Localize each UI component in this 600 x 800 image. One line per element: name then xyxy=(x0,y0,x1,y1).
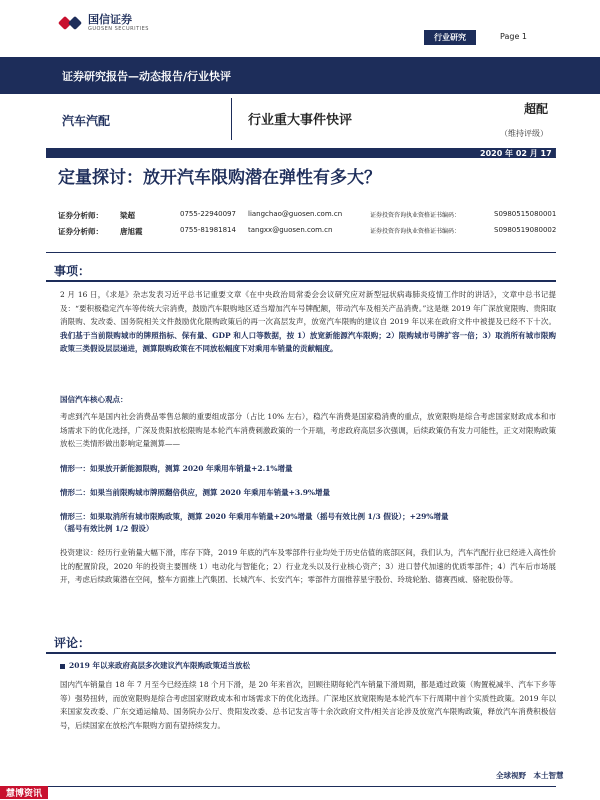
analyst-cert: S0980519080002 xyxy=(494,226,557,234)
report-type: 行业重大事件快评 xyxy=(248,113,353,128)
analyst-name: 梁超 xyxy=(120,211,135,220)
page-title: 定量探讨：放开汽车限购潜在弹性有多大？ xyxy=(58,168,381,188)
analyst-cert-label: 证券投资咨询执业资格证书编码： xyxy=(370,212,461,219)
footer-rule xyxy=(46,786,556,787)
analyst-phone: 0755-81981814 xyxy=(180,226,236,234)
divider xyxy=(46,252,556,253)
rating-sub: （维持评级） xyxy=(500,129,548,138)
events-paragraph xyxy=(60,288,556,376)
comments-rule xyxy=(46,652,556,654)
analyst-role: 证券分析师： xyxy=(58,227,103,236)
watermark: 慧博资讯 xyxy=(0,786,48,799)
analyst-email: tangxx@guosen.com.cn xyxy=(248,226,333,234)
company-name: 国信证券 xyxy=(88,13,132,26)
square-bullet-icon xyxy=(60,664,65,669)
events-rule xyxy=(46,280,556,282)
core-view-paragraph: 考虑到汽车是国内社会消费品零售总额的重要组成部分（占比 10% 左右），稳汽车消费是国家稳消费的重点，放宽限购是综合考虑国家财政成本和市场需求下的优化选择，广深及贵阳放松限购是本轮汽车消费刺激政策的一个开端，考虑政府高层多次强调，后续政策仍有发力可能性，正文对限购政策放松三类情形做出影响定量测算—— xyxy=(60,412,556,448)
analyst-name: 唐旭霞 xyxy=(120,227,143,236)
case-2: 情形二：如果当前限购城市牌照翻倍供应，测算 2020 年乘用车销量+3.9%增量 xyxy=(60,488,331,497)
analyst-email: liangchao@guosen.com.cn xyxy=(248,210,343,218)
report-date: 2020 年 02 月 17 日 xyxy=(480,149,563,158)
analyst-row xyxy=(58,210,558,221)
case-3-cont: （摇号有效比例 1/2 假设） xyxy=(60,524,154,533)
case-3: 情形三：如果取消所有城市限购政策，测算 2020 年乘用车销量+20%增量（摇号有效比例 1/3 假设）；+29%增量 xyxy=(60,512,449,521)
analyst-cert-label: 证券投资咨询执业资格证书编码： xyxy=(370,228,461,235)
banner-text: 证券研究报告—动态报告/行业快评 xyxy=(62,70,232,83)
events-bold-text: 我们基于当前限购城市的牌照指标、保有量、GDP 和人口等数据，按 1）放宽新能源汽车限购；2）限购城市号牌扩容一倍；3）取消所有城市限购政策三类假设层层递进，测算限购政策在不同放松幅度下对乘用车销量的贡献幅度。 xyxy=(60,330,556,353)
company-logo xyxy=(60,14,149,32)
rating: 超配 xyxy=(524,102,549,116)
comments-subhead xyxy=(60,660,250,671)
company-sub: GUOSEN SECURITIES xyxy=(88,26,149,32)
core-view-heading: 国信汽车核心观点： xyxy=(60,395,128,404)
logo-mark-icon xyxy=(60,15,84,31)
comments-subhead-text: 2019 年以来政府高层多次建议汽车限购政策适当放松 xyxy=(69,661,250,670)
analyst-row xyxy=(58,226,558,237)
case-1: 情形一：如果放开新能源限购，测算 2020 年乘用车销量+2.1%增量 xyxy=(60,464,293,473)
comments-heading: 评论： xyxy=(54,636,91,650)
analyst-role: 证券分析师： xyxy=(58,211,103,220)
investment-advice: 投资建议：经历行业销量大幅下滑，库存下降，2019 年底的汽车及零部件行业均处于历史估值的底部区间，我们认为，汽车汽配行业已经进入高性价比的配置阶段，2020 年的投资主要围绕 1）电动化与智能化；2）行业龙头以及行业核心资产；3）进口替代加速的优质零部件；4）汽车后市场展开，考虑后续政策潜在空间，整车方面推上汽集团、长城汽车、长安汽车；零部件方面推荐星宇股份、玲珑轮胎、德赛西威、骆驼股份等。 xyxy=(60,548,556,584)
analyst-phone: 0755-22940097 xyxy=(180,210,236,218)
sector: 汽车汽配 xyxy=(62,114,111,128)
page-label: Page 1 xyxy=(500,32,527,41)
report-category: 行业研究 xyxy=(424,30,476,45)
footer-slogan: 全球视野 本土智慧 xyxy=(496,771,564,780)
comments-paragraph: 国内汽车销量自 18 年 7 月至今已经连续 18 个月下滑，是 20 年来首次，回顾往期每轮汽车销量下滑周期，都是通过政策（购置税减半、汽车下乡等等）强势扭转，而放宽限购是综合考虑国家财政成本和市场需求下的优化选择。广深地区放宽限购是本轮汽车下行周期中首个实质性政策。2019 年以来国家发改委、广东交通运输局、国务院办公厅、贵阳发改委、总书记发言等十余次政府文件/相关言论涉及放宽汽车限购政策，释放汽车消费积极信号，后续国家在放松汽车限购方面有望持续发力。 xyxy=(60,680,556,730)
events-heading: 事项： xyxy=(54,264,91,278)
analyst-cert: S0980515080001 xyxy=(494,210,557,218)
events-text: 2 月 16 日，《求是》杂志发表习近平总书记重要文章《在中央政治局常委会会议研究应对新型冠状病毒肺炎疫情工作时的讲话》，文章中总书记提及：“要积极稳定汽车等传统大宗消费，鼓励汽车限购地区适当增加汽车号牌配额，带动汽车及相关产品消费。”这是继 2019 年广深放宽限购、贵阳取消限购、发改委、国务院相关文件鼓励优化限购政策后的再一次高层发声，放宽汽车限购的建议自 2019 年以来在政府文件中被提及已经不下十次。 xyxy=(60,290,556,326)
